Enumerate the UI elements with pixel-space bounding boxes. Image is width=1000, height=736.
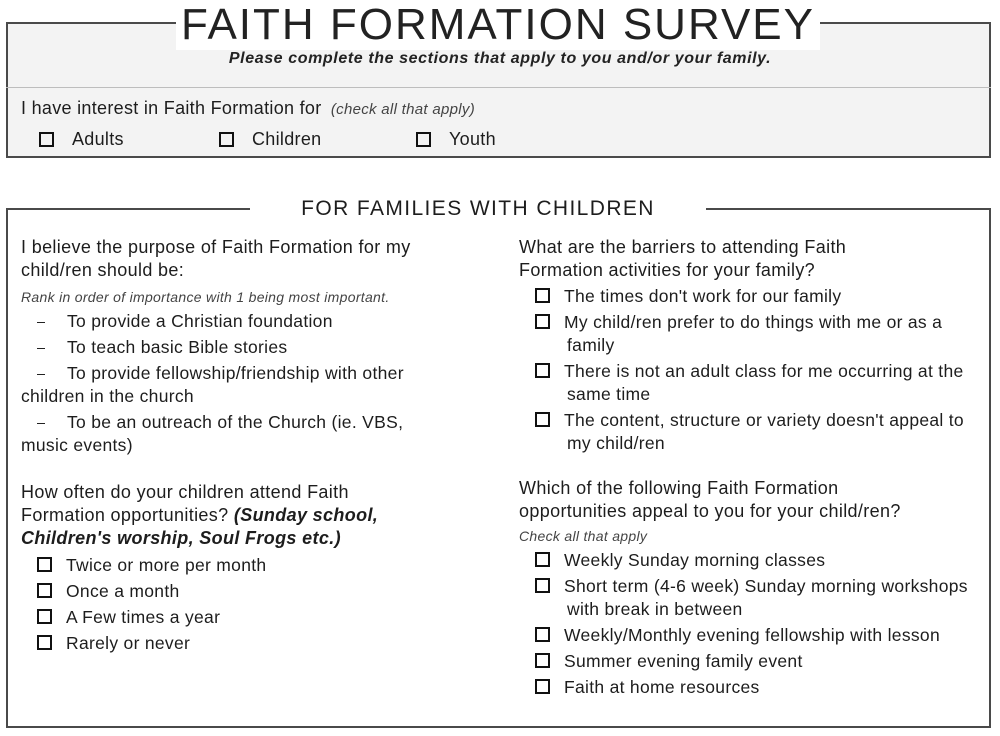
question-line: I believe the purpose of Faith Formation for my [21,237,411,257]
checkbox[interactable] [535,412,550,427]
question-line: Which of the following Faith Formation [519,478,839,498]
option-label: Twice or more per month [66,555,267,575]
checkbox[interactable] [39,132,54,147]
interest-note: (check all that apply) [330,101,476,118]
option-label: Adults [72,129,124,149]
option-label: Summer evening family event [564,651,803,671]
rank-item[interactable] [21,310,481,333]
barriers-question-block [519,236,974,455]
checkbox[interactable] [37,583,52,598]
option-label: My child/ren prefer to do things with me or as a family [564,312,943,355]
checkbox[interactable] [535,314,550,329]
checkbox[interactable] [37,557,52,572]
rank-item[interactable] [21,411,441,457]
title-block [176,0,820,50]
option-label: The times don't work for our family [564,286,842,306]
question-line [21,481,481,504]
barrier-option[interactable] [519,409,974,455]
rank-blank[interactable] [37,423,45,424]
appeal-question-block [519,477,974,699]
option-label: Faith at home resources [564,677,760,697]
attendance-question-block [21,481,481,655]
checkbox[interactable] [219,132,234,147]
option-label: Once a month [66,581,180,601]
page-subtitle: Please complete the sections that apply to you and/or your family. [228,50,772,67]
rank-item[interactable] [21,362,441,408]
attendance-option[interactable] [21,554,481,577]
checkbox[interactable] [535,288,550,303]
section-title-block [250,194,706,224]
question-line: Formation activities for your family? [519,260,816,280]
purpose-question-block [21,236,481,457]
question-line [21,504,481,527]
question-line [21,527,481,550]
rank-blank[interactable] [37,374,45,375]
barriers-question [519,236,974,282]
appeal-hint: Check all that apply [519,528,648,544]
appeal-option[interactable] [519,676,974,699]
barrier-option[interactable] [519,285,974,308]
option-label: Youth [449,129,496,149]
checkbox[interactable] [535,552,550,567]
appeal-option[interactable] [519,624,974,647]
rank-label: To be an outreach of the Church (ie. VBS, music events) [21,412,404,455]
question-text: Formation opportunities? [21,505,229,525]
option-label: A Few times a year [66,607,221,627]
appeal-question [519,477,974,523]
attendance-option[interactable] [21,606,481,629]
interest-option-adults[interactable] [39,129,124,150]
rank-label: To provide fellowship/friendship with other children in the church [21,363,404,406]
question-line: What are the barriers to attending Faith [519,237,847,257]
option-label: Short term (4-6 week) Sunday morning workshops with break in between [564,576,968,619]
barrier-option[interactable] [519,311,974,357]
checkbox[interactable] [416,132,431,147]
interest-option-youth[interactable] [416,129,496,150]
checkbox[interactable] [535,627,550,642]
checkbox[interactable] [535,679,550,694]
option-label: Rarely or never [66,633,191,653]
question-line: child/ren should be: [21,260,185,280]
option-label: There is not an adult class for me occurring at the same time [564,361,964,404]
rank-blank[interactable] [37,322,45,323]
section-title: FOR FAMILIES WITH CHILDREN [301,197,655,220]
attendance-option[interactable] [21,580,481,603]
rank-item[interactable] [21,336,481,359]
purpose-hint: Rank in order of importance with 1 being most important. [21,289,390,305]
divider [6,87,991,88]
purpose-question [21,236,481,282]
barrier-option[interactable] [519,360,974,406]
checkbox[interactable] [535,578,550,593]
interest-question [21,98,475,119]
attendance-option[interactable] [21,632,481,655]
rank-label: To provide a Christian foundation [67,311,333,331]
question-line: opportunities appeal to you for your child/ren? [519,501,901,521]
attendance-question [21,481,481,550]
checkbox[interactable] [535,653,550,668]
interest-question-text: I have interest in Faith Formation for [21,98,322,118]
option-label: The content, structure or variety doesn't appeal to my child/ren [564,410,964,453]
rank-blank[interactable] [37,348,45,349]
checkbox[interactable] [37,609,52,624]
question-examples: (Sunday school, [233,505,379,525]
option-label: Weekly Sunday morning classes [564,550,826,570]
option-label: Children [252,129,322,149]
rank-label: To teach basic Bible stories [67,337,288,357]
page-title: FAITH FORMATION SURVEY [181,0,815,49]
appeal-option[interactable] [519,650,974,673]
checkbox[interactable] [37,635,52,650]
checkbox[interactable] [535,363,550,378]
option-label: Weekly/Monthly evening fellowship with lesson [564,625,940,645]
question-text: How often do your children attend Faith [21,482,349,502]
interest-option-children[interactable] [219,129,321,150]
appeal-option[interactable] [519,575,974,621]
appeal-option[interactable] [519,549,974,572]
question-examples: Children's worship, Soul Frogs etc.) [21,528,341,548]
